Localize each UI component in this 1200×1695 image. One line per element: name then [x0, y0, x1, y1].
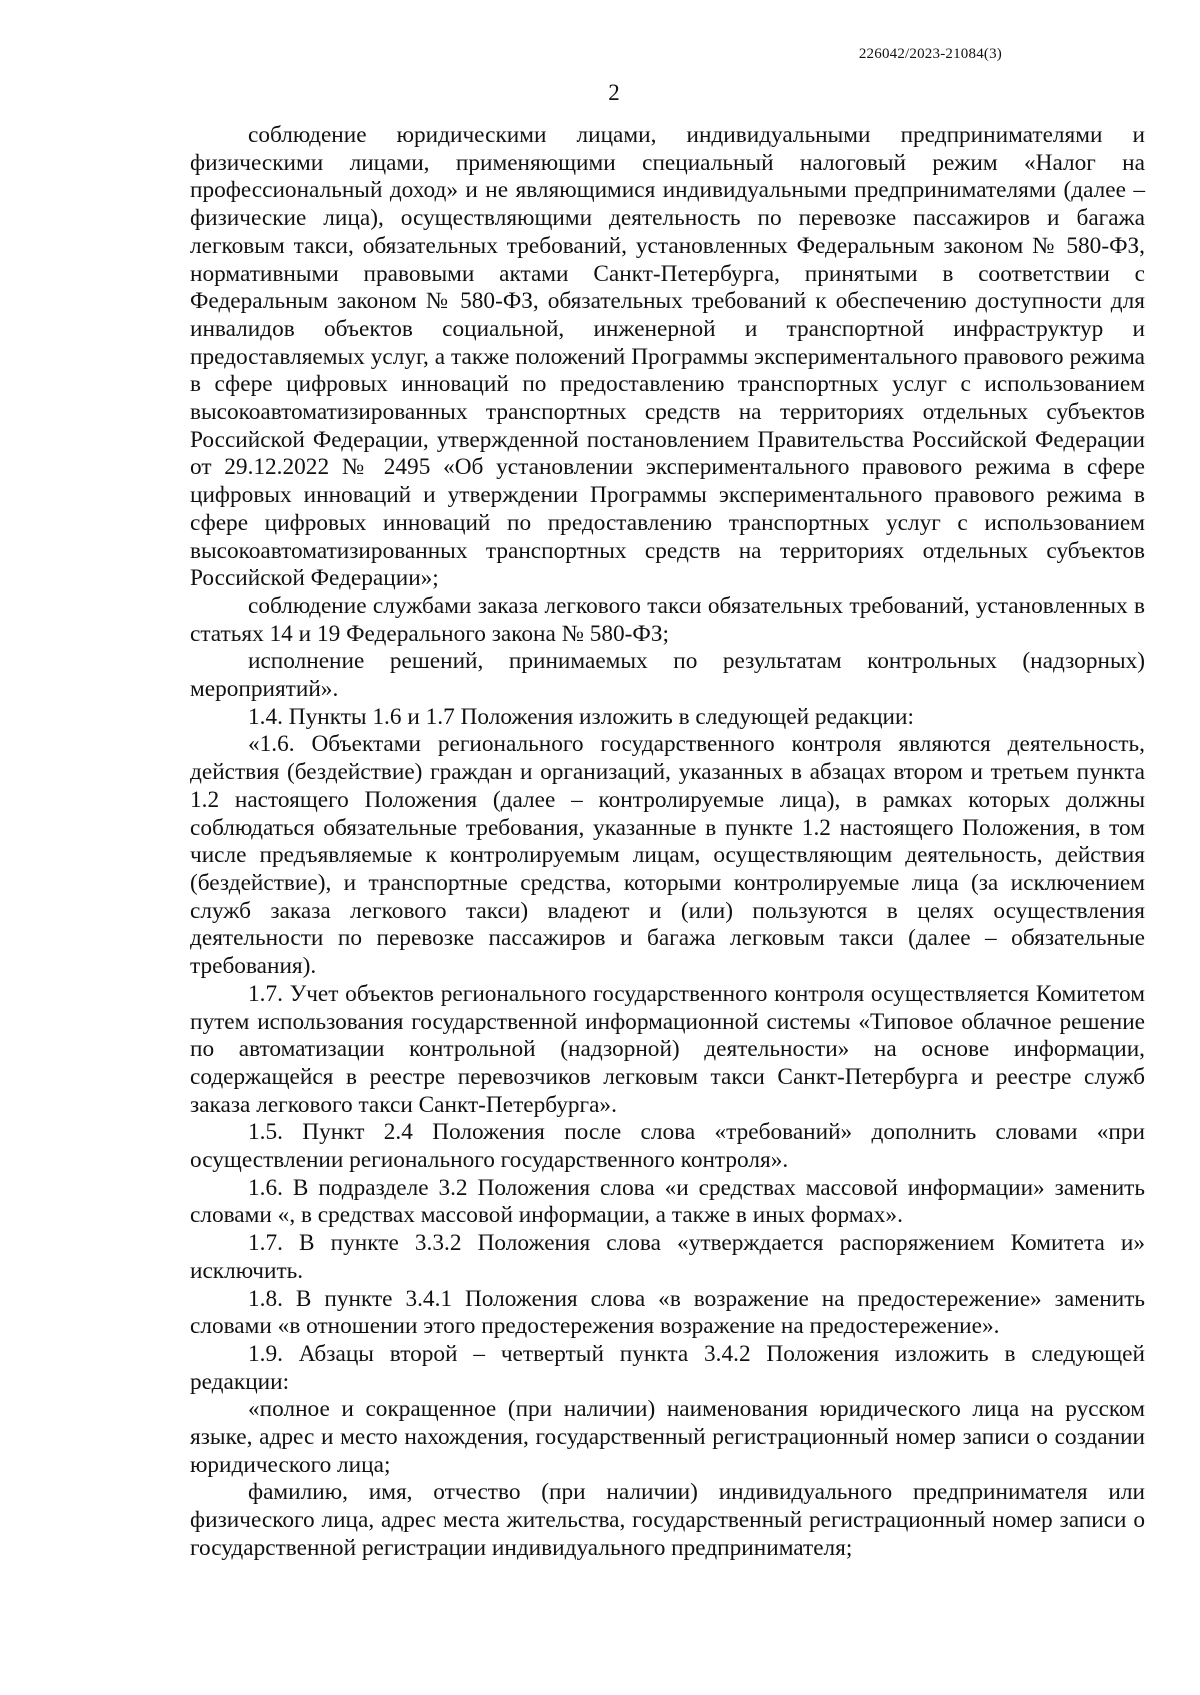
paragraph: 1.6. В подразделе 3.2 Положения слова «и средствах массовой информации» заменить словами «, в средствах массовой информации, а также в иных формах». — [190, 1174, 1145, 1229]
paragraph: фамилию, имя, отчество (при наличии) индивидуального предпринимателя или физического лица, адрес места жительства, государственный регистрационный номер записи о государственной регистрации индивидуального предпринимателя; — [190, 1479, 1145, 1561]
paragraph: 1.7. В пункте 3.3.2 Положения слова «утверждается распоряжением Комитета и» исключить. — [190, 1230, 1145, 1284]
page-number: 2 — [608, 80, 620, 105]
paragraph: 1.4. Пункты 1.6 и 1.7 Положения изложить в следующей редакции: — [248, 703, 914, 730]
paragraph: соблюдение юридическими лицами, индивидуальными предпринимателями и физическими лицами, применяющими специальный налоговый режим «Налог на профессиональный доход» и не являющимися индивидуальными предпринимателями (далее – физические лица), осуществляющими деятельность по перевозке пассажиров и багажа легковым такси, обязательных требований, установленных Федеральным законом № 580-ФЗ, нормативными правовыми актами Санкт-Петербурга, принятыми в соответствии с Федеральным законом № 580-ФЗ, обязательных требований к обеспечению доступности для инвалидов объектов социальной, инженерной и транспортной инфраструктур и предоставляемых услуг, а также положений Программы экспериментального правового режима в сфере цифровых инноваций по предоставлению транспортных услуг с использованием высокоавтоматизированных транспортных средств на территориях отдельных субъектов Российской Федерации, утвержденной постановлением Правительства Российской Федерации от 29.12.2022 № 2495 «Об установлении экспериментального правового режима в сфере цифровых инноваций и утверждении Программы экспериментального правового режима в сфере цифровых инноваций по предоставлению транспортных услуг с использованием высокоавтоматизированных транспортных средств на территориях отдельных субъектов Российской Федерации»; — [190, 122, 1145, 592]
paragraph: «1.6. Объектами регионального государственного контроля являются деятельность, действия (бездействие) граждан и организаций, указанных в абзацах втором и третьем пункта 1.2 настоящего Положения (далее – контролируемые лица), в рамках которых должны соблюдаться обязательные требования, указанные в пункте 1.2 настоящего Положения, в том числе предъявляемые к контролируемым лицам, осуществляющим деятельность, действия (бездействие), и транспортные средства, которыми контролируемые лица (за исключением служб заказа легкового такси) владеют и (или) пользуются в целях осуществления деятельности по перевозке пассажиров и багажа легковым такси (далее – обязательные требования). — [190, 731, 1145, 980]
paragraph: «полное и сокращенное (при наличии) наименования юридического лица на русском языке, адрес и место нахождения, государственный регистрационный номер записи о создании юридического лица; — [190, 1396, 1145, 1478]
document-id: 226042/2023-21084(3) — [858, 46, 1002, 62]
paragraph: исполнение решений, принимаемых по результатам контрольных (надзорных) мероприятий». — [190, 648, 1145, 703]
paragraph: 1.9. Абзацы второй – четвертый пункта 3.4.2 Положения изложить в следующей редакции: — [190, 1340, 1145, 1395]
document-body — [190, 122, 1145, 1563]
paragraph: 1.5. Пункт 2.4 Положения после слова «требований» дополнить словами «при осуществлении регионального государственного контроля». — [190, 1119, 1145, 1174]
paragraph: 1.8. В пункте 3.4.1 Положения слова «в возражение на предостережение» заменить словами «в отношении этого предостережения возражение на предостережение». — [190, 1285, 1145, 1340]
paragraph: 1.7. Учет объектов регионального государственного контроля осуществляется Комитетом путем использования государственной информационной системы «Типовое облачное решение по автоматизации контрольной (надзорной) деятельности» на основе информации, содержащейся в реестре перевозчиков легковым такси Санкт-Петербурга и реестре служб заказа легкового такси Санкт-Петербурга». — [190, 980, 1145, 1118]
paragraph: соблюдение службами заказа легкового такси обязательных требований, установленных в статьях 14 и 19 Федерального закона № 580-ФЗ; — [190, 592, 1145, 647]
